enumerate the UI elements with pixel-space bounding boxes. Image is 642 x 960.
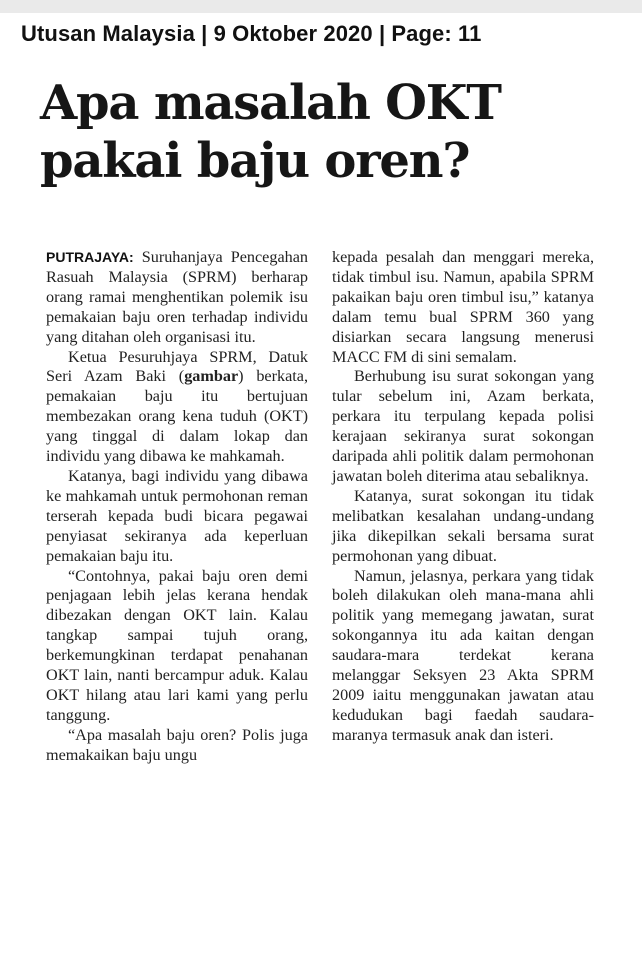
paragraph-text: Suruhanjaya Pencegahan Rasuah Malaysia (SPRM) berharap orang ramai menghentikan polemik isu pemakaian baju oren terhadap individu yang ditahan oleh organisasi itu.	[46, 248, 308, 346]
paragraph: Berhubung isu surat sokongan yang tular sebelum ini, Azam berkata, perkara itu terpulang kepada polisi kerajaan sekiranya surat sokongan daripada ahli politik dalam permohonan jawatan boleh diterima atau sebaliknya.	[332, 367, 594, 485]
article-column-left	[46, 248, 308, 766]
paragraph-text: ) berkata, pemakaian baju itu bertujuan membezakan orang kena tuduh (OKT) yang tinggal di dalam lokap dan individu yang dibawa ke mahkamah.	[46, 367, 309, 466]
top-strip	[0, 0, 642, 13]
paragraph	[46, 348, 308, 467]
headline-line-1: Apa masalah OKT	[40, 75, 501, 131]
paragraph	[46, 248, 308, 348]
paragraph: “Contohnya, pakai baju oren demi penjagaan lebih jelas kerana hendak dibezakan dengan OKT lain. Kalau tangkap sampai tujuh orang, berkemungkinan terdapat penahanan OKT lain, nanti bercampur aduk. Kalau OKT hilang atau lari kami yang perlu tanggung.	[46, 566, 308, 724]
paragraph: kepada pesalah dan menggari mereka, tidak timbul isu. Namun, apabila SPRM pakaikan baju oren timbul isu,” katanya dalam temu bual SPRM 360 yang disiarkan secara langsung menerusi MACC FM di sini semalam.	[332, 248, 594, 366]
photo-reference: gambar	[184, 367, 239, 386]
paragraph: Namun, jelasnya, perkara yang tidak boleh dilakukan oleh mana-mana ahli politik yang memegang jawatan, surat sokongannya itu ada kaitan dengan saudara-mara terdekat kerana melanggar Seksyen 23 Akta SPRM 2009 iaitu menggunakan jawatan atau kedudukan bagi faedah saudara-maranya termasuk anak dan isteri.	[332, 566, 594, 744]
headline-line-2: pakai baju oren?	[40, 133, 470, 189]
paragraph-text: Ketua Pesuruhjaya SPRM, Datuk Seri Azam Baki (	[46, 347, 308, 386]
paragraph: Katanya, bagi individu yang dibawa ke mahkamah untuk permohonan reman terserah kepada budi bicara pegawai penyiasat sekiranya ada keperluan pemakaian baju itu.	[46, 466, 308, 565]
column-divider	[319, 248, 320, 938]
paragraph: Katanya, surat sokongan itu tidak melibatkan kesalahan undang-undang jika dikepilkan sekali bersama surat permohonan yang dibuat.	[332, 486, 594, 565]
dateline: PUTRAJAYA:	[46, 249, 134, 265]
article-column-right	[332, 248, 594, 746]
source-header: Utusan Malaysia | 9 Oktober 2020 | Page: 11	[21, 21, 482, 46]
paragraph: “Apa masalah baju oren? Polis juga memakaikan baju ungu	[46, 725, 308, 764]
article-headline	[40, 74, 600, 190]
